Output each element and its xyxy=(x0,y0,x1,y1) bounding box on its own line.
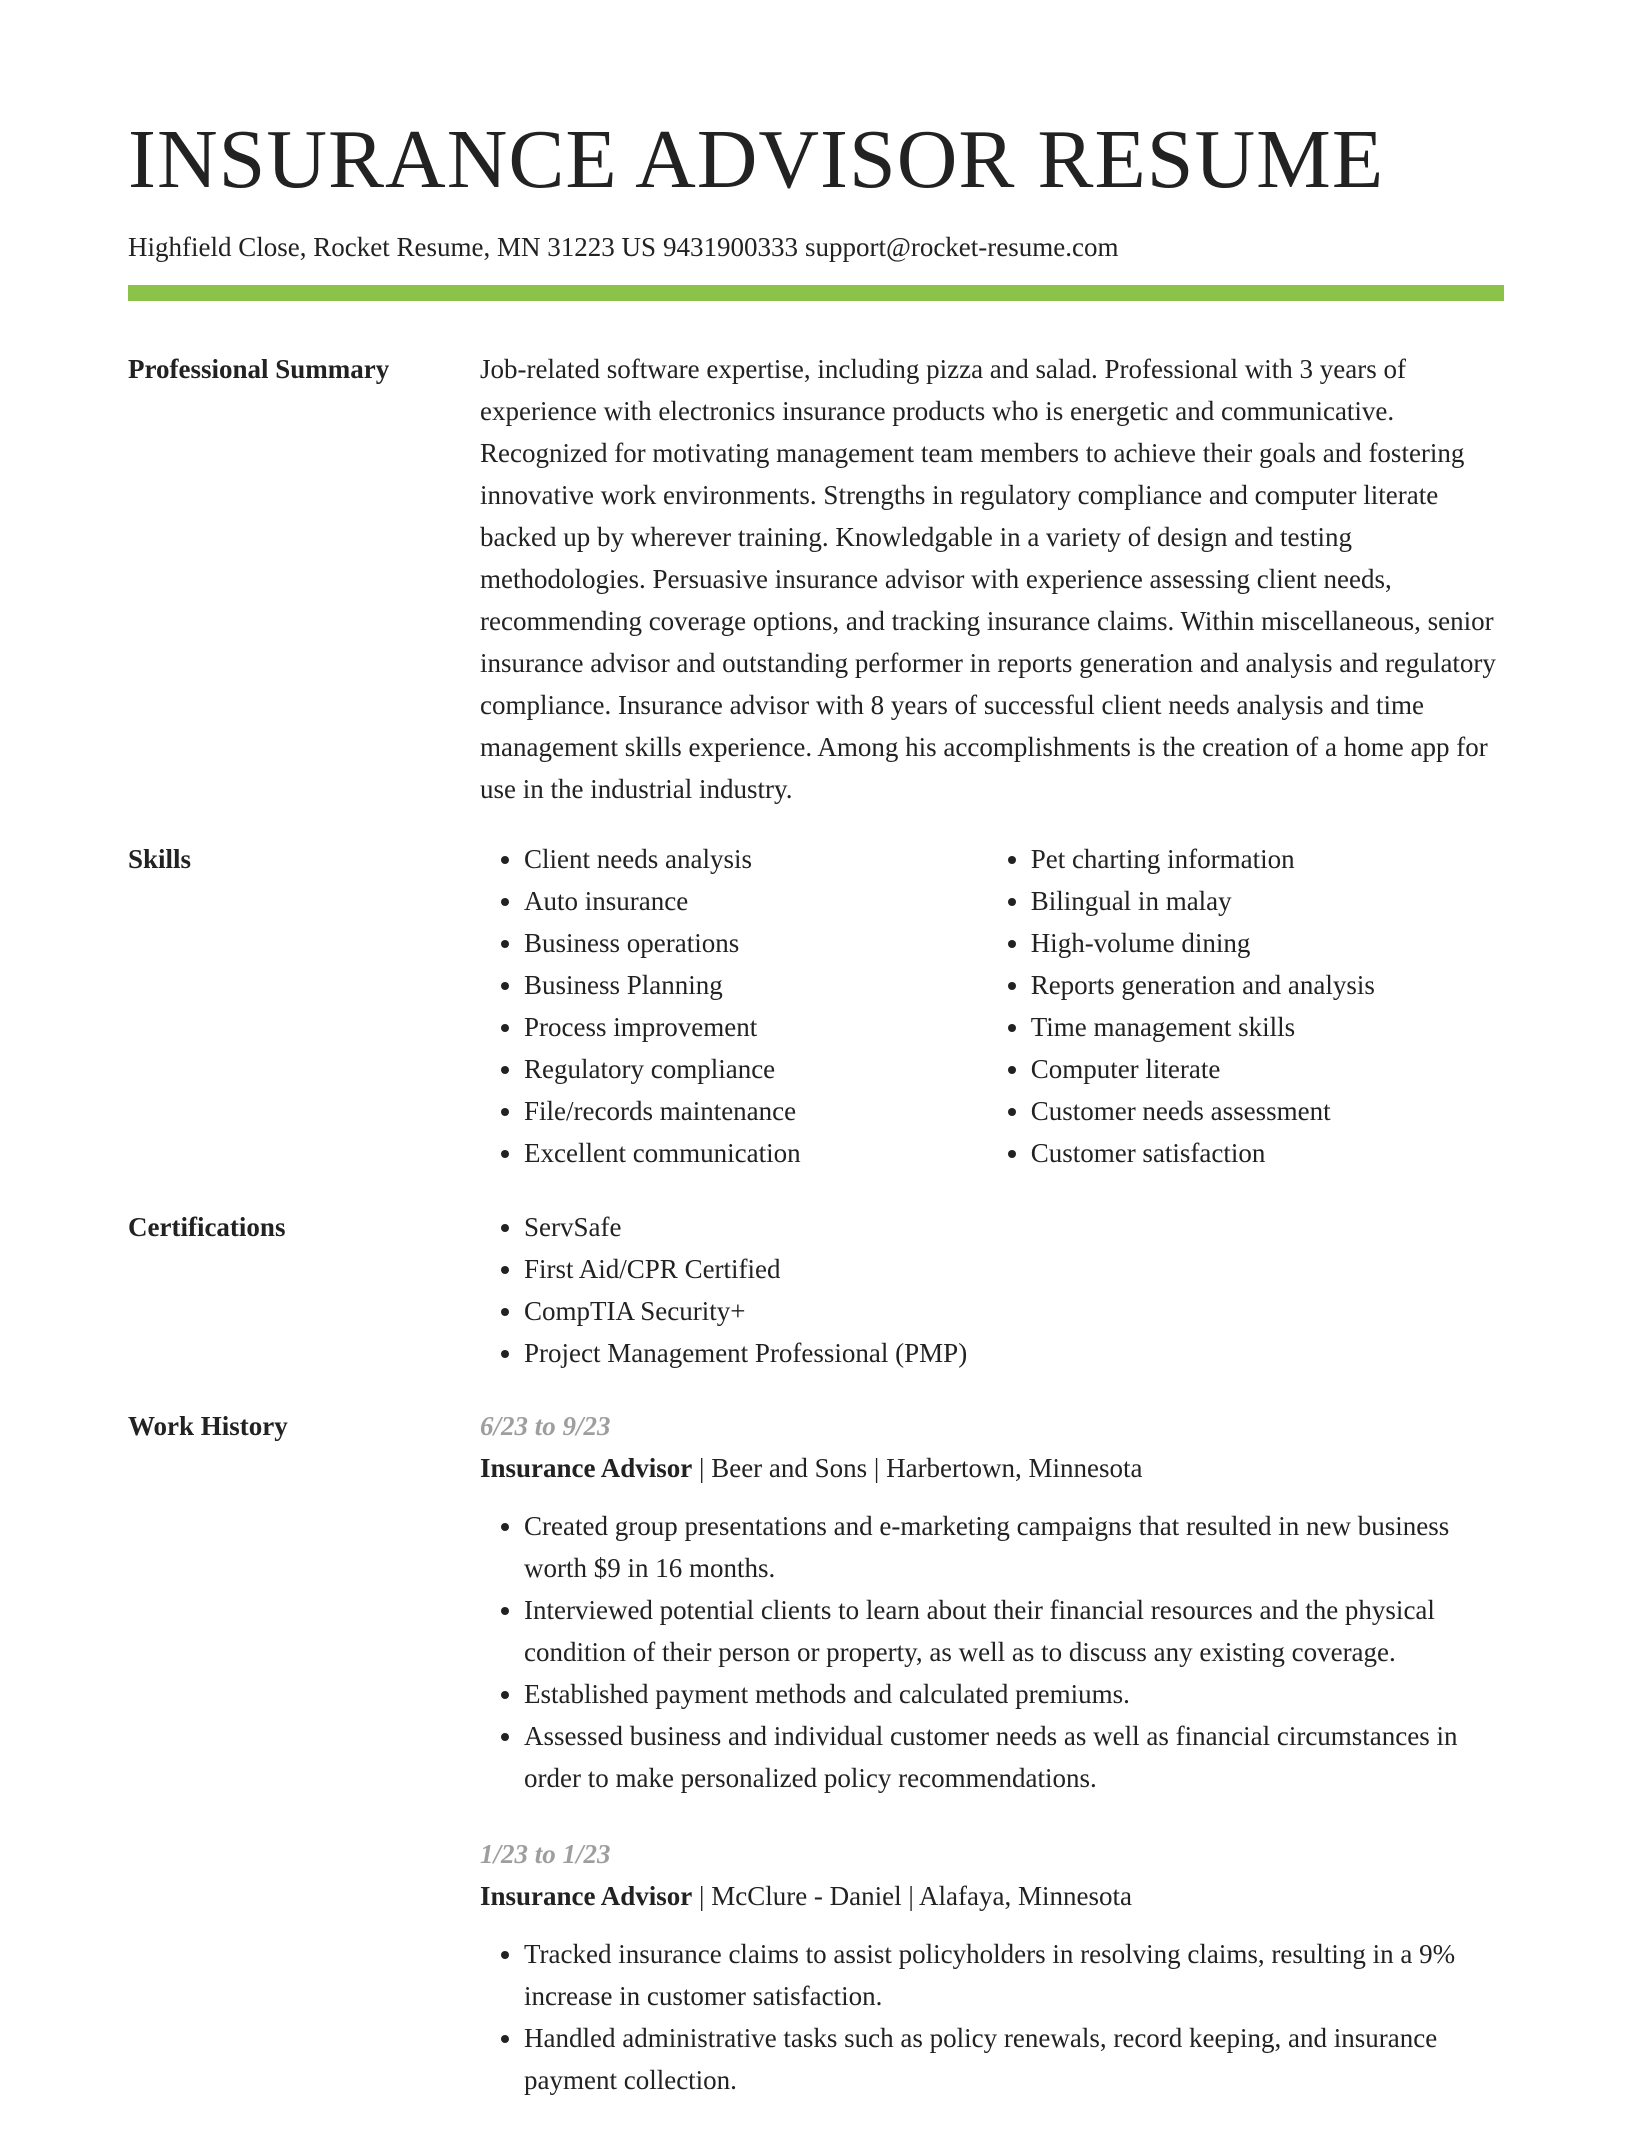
accent-divider xyxy=(128,285,1504,301)
skill-item: • Process improvement xyxy=(524,1006,943,1048)
skill-item: • Pet charting information xyxy=(1031,838,1504,880)
skill-item: • Computer literate xyxy=(1031,1048,1504,1090)
skill-item: • Business Planning xyxy=(524,964,943,1006)
skill-item: • Regulatory compliance xyxy=(524,1048,943,1090)
work-history-heading: Work History xyxy=(128,1411,288,1441)
skill-item: • File/records maintenance xyxy=(524,1090,943,1132)
job-bullet: • Created group presentations and e-marketing campaigns that resulted in new business worth $9 in 16 months. xyxy=(524,1505,1504,1589)
job-title: Insurance Advisor xyxy=(480,1453,693,1483)
summary-text: Job-related software expertise, including pizza and salad. Professional with 3 years of experience with electronics insurance products who is energetic and communicative. Recognized for motivating management team members to achieve their goals and fostering innovative work environments. Strengths in regulatory compliance and computer literate backed up by wherever training. Knowledgable in a variety of design and testing methodologies. Persuasive insurance advisor with experience assessing client needs, recommending coverage options, and tracking insurance claims. Within miscellaneous, senior insurance advisor and outstanding performer in reports generation and analysis and regulatory compliance. Insurance advisor with 8 years of successful client needs analysis and time management skills experience. Among his accomplishments is the creation of a home app for use in the industrial industry. xyxy=(480,354,1496,804)
certification-item: • First Aid/CPR Certified xyxy=(524,1248,1504,1290)
job-bullet: • Interviewed potential clients to learn about their financial resources and the physical condition of their person or property, as well as to discuss any existing coverage. xyxy=(524,1589,1504,1673)
skills-heading: Skills xyxy=(128,844,192,874)
summary-heading: Professional Summary xyxy=(128,354,390,384)
job-employer: | Beer and Sons | Harbertown, Minnesota xyxy=(692,1453,1143,1483)
email: support@rocket-resume.com xyxy=(804,232,1119,262)
job-bullets xyxy=(480,1505,1504,1799)
certifications-heading: Certifications xyxy=(128,1212,286,1242)
certification-item: • ServSafe xyxy=(524,1206,1504,1248)
job-entry xyxy=(480,1405,1504,1799)
job-bullet: • Handled administrative tasks such as policy renewals, record keeping, and insurance payment collection. xyxy=(524,2017,1504,2101)
address: Highfield Close, Rocket Resume, MN 31223 US xyxy=(128,232,656,262)
contact-line xyxy=(128,230,1119,264)
job-dates: 1/23 to 1/23 xyxy=(480,1839,611,1869)
skill-item: • Excellent communication xyxy=(524,1132,943,1174)
skill-item: • High-volume dining xyxy=(1031,922,1504,964)
job-title: Insurance Advisor xyxy=(480,1881,693,1911)
skills-content xyxy=(480,838,1504,1174)
certification-item: • Project Management Professional (PMP) xyxy=(524,1332,1504,1374)
job-title-line xyxy=(480,1875,1504,1917)
phone: 9431900333 xyxy=(662,232,798,262)
certification-item: • CompTIA Security+ xyxy=(524,1290,1504,1332)
skill-item: • Auto insurance xyxy=(524,880,943,922)
skill-item: • Business operations xyxy=(524,922,943,964)
skill-item: • Client needs analysis xyxy=(524,838,943,880)
skill-item: • Customer needs assessment xyxy=(1031,1090,1504,1132)
job-title-line xyxy=(480,1447,1504,1489)
skill-item: • Reports generation and analysis xyxy=(1031,964,1504,1006)
job-bullet: • Assessed business and individual customer needs as well as financial circumstances in order to make personalized policy recommendations. xyxy=(524,1715,1504,1799)
summary-content xyxy=(480,348,1504,810)
skills-list-left xyxy=(480,838,943,1174)
skill-item: • Bilingual in malay xyxy=(1031,880,1504,922)
skill-item: • Time management skills xyxy=(1031,1006,1504,1048)
resume-title: INSURANCE ADVISOR RESUME xyxy=(128,113,1385,206)
skills-list-right xyxy=(987,838,1504,1174)
certifications-content xyxy=(480,1206,1504,1374)
work-history-content xyxy=(480,1405,1504,2135)
job-bullets xyxy=(480,1933,1504,2101)
job-bullet: • Tracked insurance claims to assist policyholders in resolving claims, resulting in a 9% increase in customer satisfaction. xyxy=(524,1933,1504,2017)
job-entry xyxy=(480,1833,1504,2101)
job-employer: | McClure - Daniel | Alafaya, Minnesota xyxy=(692,1881,1132,1911)
certifications-list xyxy=(480,1206,1504,1374)
job-bullet: • Established payment methods and calculated premiums. xyxy=(524,1673,1504,1715)
job-dates: 6/23 to 9/23 xyxy=(480,1411,611,1441)
skill-item: • Customer satisfaction xyxy=(1031,1132,1504,1174)
